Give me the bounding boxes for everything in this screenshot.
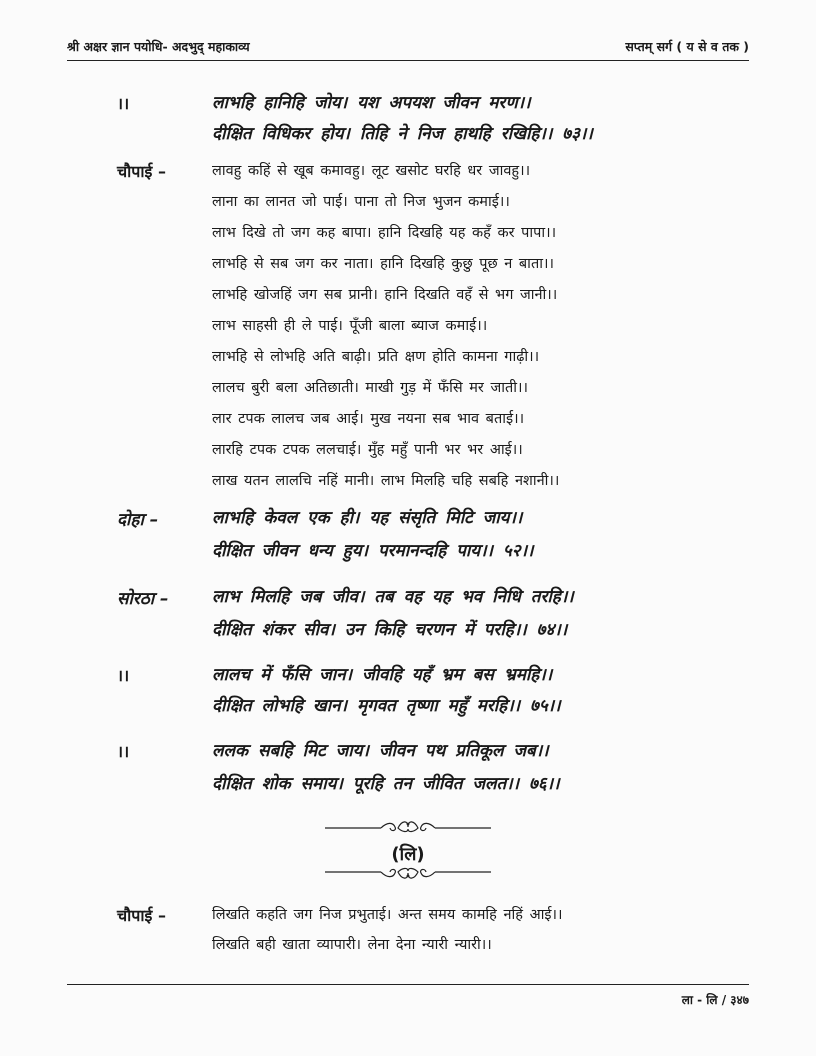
verse-label: चौपाई – [117,906,166,925]
footer-rule [67,984,749,985]
header-book-title: श्री अक्षर ज्ञान पयोधि- अदभुद् महाकाव्य [67,39,250,54]
header-chapter: सप्तम् सर्ग ( य से व तक ) [625,39,749,54]
verse-line: लाभहि से सब जग कर नाता। हानि दिखहि कुछु पूछ न बाता।। [212,256,554,272]
verse-line: लाभहि खोजहिं जग सब प्रानी। हानि दिखति वहँ से भग जानी।। [212,287,558,303]
ornament-bottom [0,864,816,882]
verse-line: लिखति कहति जग निज प्रभुताई। अन्त समय कामहि नहिं आई।। [212,907,563,923]
verse-line: दीक्षित शंकर सीव। उन किहि चरणन में परहि।। ७४।। [212,620,568,640]
verse-label: ।। [117,742,130,761]
verse-line: लाभ साहसी ही ले पाई। पूँजी बाला ब्याज कमाई।। [212,318,488,334]
verse-line: लालच में फँसि जान। जीवहि यहँ भ्रम बस भ्रमहि।। [212,665,553,685]
verse-line: लाभहि से लोभहि अति बाढ़ी। प्रति क्षण होति कामना गाढ़ी।। [212,349,540,365]
verse-line: दीक्षित लोभहि खान। मृगवत तृष्णा महुँ मरहि।। ७५।। [212,696,561,716]
verse-label: दोहा – [117,510,159,530]
verse-line: लाभ मिलहि जब जीव। तब वह यह भव निधि तरहि।। [212,587,574,607]
verse-line: लार टपक लालच जब आई। मुख नयना सब भाव बताई।। [212,411,525,427]
verse-line: लावहु कहिं से खूब कमावहु। लूट खसोट घरहि धर जावहु।। [212,163,531,179]
verse-line: दीक्षित विधिकर होय। तिहि ने निज हाथहि रखिहि।। ७३।। [212,124,593,144]
verse-label: सोरठा – [117,589,169,609]
verse-line: लाख यतन लालचि नहिं मानी। लाभ मिलहि चहि सबहि नशानी।। [212,473,560,489]
verse-line: लाभहि हानिहि जोय। यश अपयश जीवन मरण।। [212,93,531,113]
verse-label: ।। [117,666,130,685]
verse-line: लालच बुरी बला अतिछाती। माखी गुड़ में फँसि मर जाती।। [212,380,528,396]
verse-line: ललक सबहि मिट जाय। जीवन पथ प्रतिकूल जब।। [212,741,549,761]
verse-line: दीक्षित शोक समाय। पूरहि तन जीवित जलत।। ७६।। [212,774,560,794]
running-header [67,38,749,60]
verse-line: लाभ दिखे तो जग कह बापा। हानि दिखहि यह कहँ कर पापा।। [212,225,557,241]
verse-line: दीक्षित जीवन धन्य हुय। परमानन्दहि पाय।। ५२।। [212,541,534,561]
verse-label: चौपाई – [117,162,166,181]
section-heading: (लि) [391,844,425,865]
page-number: ला - लि / ३४७ [681,993,749,1007]
verse-line: लिखति बही खाता व्यापारी। लेना देना न्यारी न्यारी।। [212,937,492,953]
header-rule [67,60,749,61]
ornament-top [0,818,816,836]
verse-line: लारहि टपक टपक ललचाई। मुँह महुँ पानी भर भर आई।। [212,442,523,458]
verse-line: लाना का लानत जो पाई। पाना तो निज भुजन कमाई।। [212,194,510,210]
verse-line: लाभहि केवल एक ही। यह संसृति मिटि जाय।। [212,508,523,528]
verse-label: ।। [117,94,130,113]
